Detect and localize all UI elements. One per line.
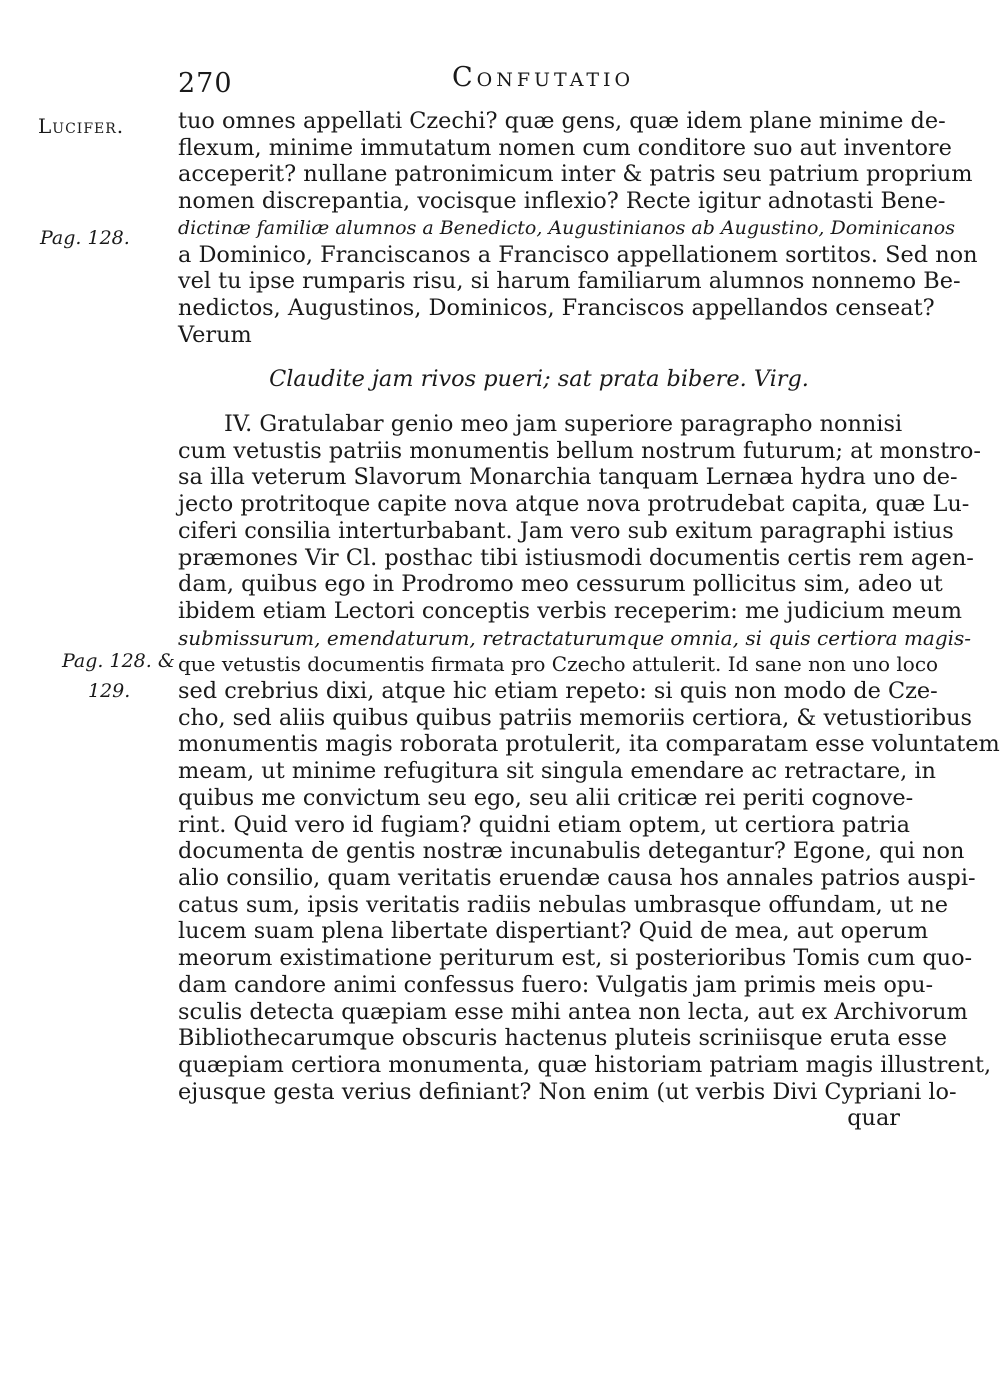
text-line: quibus me convictum seu ego, seu alii criticæ rei periti cognove-: [178, 784, 914, 811]
text-line: lucem suam plena libertate dispertiant? Quid de mea, aut operum: [178, 918, 929, 945]
page-number: 270: [178, 68, 233, 99]
text-line: ejusque gesta verius definiant? Non enim (ut verbis Divi Cypriani lo-: [178, 1078, 957, 1105]
text-line: submissurum, emendaturum, retractaturumque omnia, si quis certiora magis-: [178, 625, 972, 650]
text-line: quæpiam certiora monumenta, quæ historiam patriam magis illustrent,: [178, 1051, 992, 1078]
running-title: Confutatio: [452, 62, 635, 93]
text-line: dam candore animi confessus fuero: Vulgatis jam primis meis opu-: [178, 971, 934, 998]
text-line: flexum, minime immutatum nomen cum conditore suo aut inventore: [178, 134, 952, 161]
text-line: cho, sed aliis quibus quibus patriis memoriis certiora, & vetustioribus: [178, 704, 973, 731]
text-line: dictinæ familiæ alumnos a Benedicto, Augustinianos ab Augustino, Dominicanos: [178, 216, 955, 239]
text-line: ibidem etiam Lectori conceptis verbis receperim: me judicium meum: [178, 597, 963, 624]
text-line: Verum: [178, 321, 252, 348]
text-line: meorum existimatione periturum est, si posterioribus Tomis cum quo-: [178, 945, 973, 972]
margin-note-pag-128-second: Pag. 128. &: [62, 650, 175, 672]
text-line: catus sum, ipsis veritatis radiis nebulas umbrasque offundam, ut ne: [178, 891, 949, 918]
text-line: documenta de gentis nostræ incunabulis detegantur? Egone, qui non: [178, 838, 965, 865]
text-line: vel tu ipse rumparis risu, si harum familiarum alumnos nonnemo Be-: [178, 268, 961, 295]
text-line: præmones Vir Cl. posthac tibi istiusmodi documentis certis rem agen-: [178, 544, 974, 571]
body-text: [178, 108, 1000, 1132]
text-line: dam, quibus ego in Prodromo meo cessurum pollicitus sim, adeo ut: [178, 571, 943, 598]
catchword: quar: [847, 1105, 900, 1132]
text-line: que vetustis documentis firmata pro Czecho attulerit. Id sane non uno loco: [178, 652, 939, 677]
text-line: cum vetustis patriis monumentis bellum nostrum futurum; at monstro-: [178, 437, 981, 464]
text-line: sculis detecta quæpiam esse mihi antea non lecta, aut ex Archivorum: [178, 998, 968, 1025]
text-line: nedictos, Augustinos, Dominicos, Franciscos appellandos censeat?: [178, 294, 935, 321]
text-line: tuo omnes appellati Czechi? quæ gens, quæ idem plane minime de-: [178, 108, 946, 134]
text-line: ciferi consilia interturbabant. Jam vero sub exitum paragraphi istius: [178, 517, 954, 544]
text-line: rint. Quid vero id fugiam? quidni etiam optem, ut certiora patria: [178, 811, 910, 838]
text-line: meam, ut minime refugitura sit singula emendare ac retractare, in: [178, 758, 936, 785]
section-heading-line: IV. Gratulabar genio meo jam superiore paragrapho nonnisi: [224, 411, 903, 438]
verse-quotation: Claudite jam rivos pueri; sat prata bibere. Virg.: [269, 366, 809, 393]
text-line: a Dominico, Franciscanos a Francisco appellationem sortitos. Sed non: [178, 241, 978, 268]
text-line: sa illa veterum Slavorum Monarchia tanquam Lernæa hydra uno de-: [178, 464, 958, 491]
margin-note-pag-129: 129.: [88, 680, 131, 702]
text-line: nomen discrepantia, vocisque inflexio? Recte igitur adnotasti Bene-: [178, 188, 946, 215]
text-line: Bibliothecarumque obscuris hactenus pluteis scriniisque eruta esse: [178, 1025, 948, 1052]
margin-note-pag-128: Pag. 128.: [40, 227, 130, 249]
text-line: sed crebrius dixi, atque hic etiam repeto: si quis non modo de Cze-: [178, 678, 938, 705]
margin-note-lucifer: Lucifer.: [38, 114, 125, 138]
text-line: monumentis magis roborata protulerit, ita comparatam esse voluntatem: [178, 731, 1000, 758]
text-line: alio consilio, quam veritatis eruendæ causa hos annales patrios auspi-: [178, 864, 976, 891]
text-line: jecto protritoque capite nova atque nova protrudebat capita, quæ Lu-: [178, 491, 970, 518]
text-line: acceperit? nullane patronimicum inter & patris seu patrium proprium: [178, 161, 973, 188]
